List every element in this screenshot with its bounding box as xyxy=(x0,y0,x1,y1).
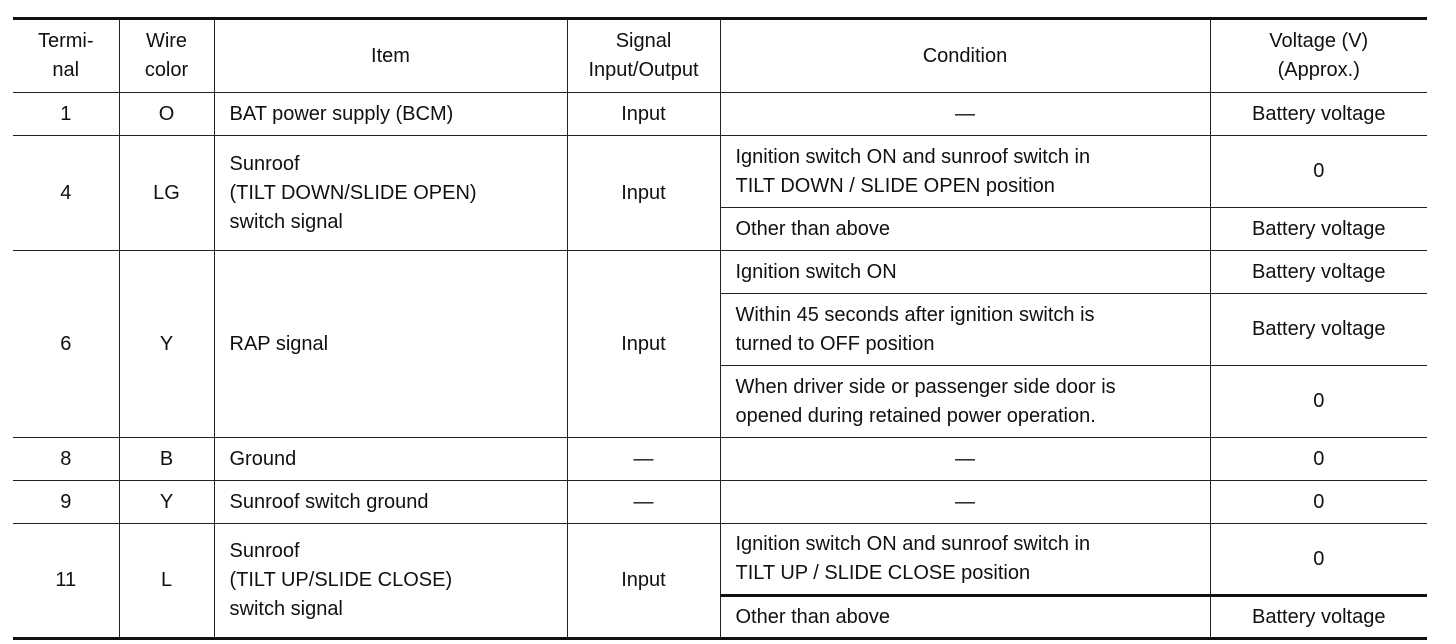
header-signal-line-2: Input/Output xyxy=(588,59,699,81)
condition-cell xyxy=(720,596,1210,639)
condition-cell xyxy=(720,136,1210,208)
condition-line: opened during retained power operation. xyxy=(735,404,1096,427)
item-line: switch signal xyxy=(229,210,343,233)
voltage-cell: 0 xyxy=(1210,366,1427,438)
condition-cell xyxy=(720,481,1210,524)
header-voltage-line-2: (Approx.) xyxy=(1277,59,1360,81)
condition-line: TILT UP / SLIDE CLOSE position xyxy=(735,562,1031,584)
table-body xyxy=(13,93,1427,639)
condition-line: Ignition switch ON xyxy=(735,260,897,283)
item-line: Sunroof xyxy=(229,540,300,562)
table-row xyxy=(13,524,1427,596)
table-header xyxy=(13,19,1427,93)
condition-cell xyxy=(720,251,1210,294)
voltage-cell: 0 xyxy=(1210,438,1427,481)
signal-cell: Input xyxy=(567,136,720,251)
item-line: BAT power supply (BCM) xyxy=(229,102,454,125)
condition-cell xyxy=(720,524,1210,596)
table-row xyxy=(13,438,1427,481)
voltage-cell: Battery voltage xyxy=(1210,93,1427,136)
condition-cell xyxy=(720,294,1210,366)
item-cell xyxy=(214,524,567,639)
item-line: Sunroof xyxy=(229,152,300,175)
item-cell xyxy=(214,136,567,251)
condition-line: Other than above xyxy=(735,605,891,628)
condition-line: — xyxy=(955,490,975,513)
condition-line: Ignition switch ON and sunroof switch in xyxy=(735,145,1091,168)
header-wire-color-line-2: color xyxy=(144,59,189,81)
header-row xyxy=(13,19,1427,93)
condition-line: — xyxy=(955,447,975,470)
wire-color-cell: Y xyxy=(119,251,214,438)
wire-color-cell: LG xyxy=(119,136,214,251)
voltage-cell: Battery voltage xyxy=(1210,251,1427,294)
signal-cell: Input xyxy=(567,93,720,136)
condition-line: When driver side or passenger side door is xyxy=(735,375,1116,398)
terminal-signal-table xyxy=(13,17,1427,640)
condition-cell xyxy=(720,366,1210,438)
condition-line: Other than above xyxy=(735,217,891,240)
item-cell xyxy=(214,438,567,481)
header-condition: Condition xyxy=(720,19,1210,93)
condition-line: Ignition switch ON and sunroof switch in xyxy=(735,533,1091,555)
table-row xyxy=(13,136,1427,208)
item-line: Ground xyxy=(229,447,297,470)
condition-line: turned to OFF position xyxy=(735,332,935,355)
header-voltage xyxy=(1210,19,1427,93)
header-wire-color-line-1: Wire xyxy=(145,30,188,52)
condition-cell xyxy=(720,93,1210,136)
wire-color-cell: Y xyxy=(119,481,214,524)
table-row xyxy=(13,93,1427,136)
condition-line: — xyxy=(955,102,975,125)
header-signal xyxy=(567,19,720,93)
terminal-cell: 6 xyxy=(13,251,119,438)
voltage-cell: Battery voltage xyxy=(1210,294,1427,366)
header-wire-color xyxy=(119,19,214,93)
signal-cell: — xyxy=(567,481,720,524)
item-line: (TILT UP/SLIDE CLOSE) xyxy=(229,569,453,591)
header-voltage-line-1: Voltage (V) xyxy=(1269,30,1369,52)
signal-cell: — xyxy=(567,438,720,481)
header-terminal-line-1: Termi- xyxy=(37,30,94,52)
condition-line: Within 45 seconds after ignition switch is xyxy=(735,303,1095,326)
wire-color-cell: L xyxy=(119,524,214,639)
voltage-cell: Battery voltage xyxy=(1210,596,1427,639)
terminal-cell: 8 xyxy=(13,438,119,481)
voltage-cell: Battery voltage xyxy=(1210,208,1427,251)
wire-color-cell: B xyxy=(119,438,214,481)
signal-cell: Input xyxy=(567,524,720,639)
terminal-cell: 11 xyxy=(13,524,119,639)
terminal-cell: 9 xyxy=(13,481,119,524)
header-terminal-line-2: nal xyxy=(52,59,80,81)
item-cell xyxy=(214,481,567,524)
item-line: switch signal xyxy=(229,598,343,620)
header-item: Item xyxy=(214,19,567,93)
condition-line: TILT DOWN / SLIDE OPEN position xyxy=(735,174,1055,197)
item-line: Sunroof switch ground xyxy=(229,490,429,513)
wire-color-cell: O xyxy=(119,93,214,136)
header-terminal xyxy=(13,19,119,93)
condition-cell xyxy=(720,438,1210,481)
condition-cell xyxy=(720,208,1210,251)
header-signal-line-1: Signal xyxy=(615,30,672,52)
table-row xyxy=(13,481,1427,524)
voltage-cell: 0 xyxy=(1210,524,1427,596)
voltage-cell: 0 xyxy=(1210,481,1427,524)
item-line: RAP signal xyxy=(229,332,329,355)
item-cell xyxy=(214,251,567,438)
item-line: (TILT DOWN/SLIDE OPEN) xyxy=(229,181,477,204)
terminal-cell: 4 xyxy=(13,136,119,251)
item-cell xyxy=(214,93,567,136)
voltage-cell: 0 xyxy=(1210,136,1427,208)
signal-cell: Input xyxy=(567,251,720,438)
table-row xyxy=(13,251,1427,294)
terminal-cell: 1 xyxy=(13,93,119,136)
